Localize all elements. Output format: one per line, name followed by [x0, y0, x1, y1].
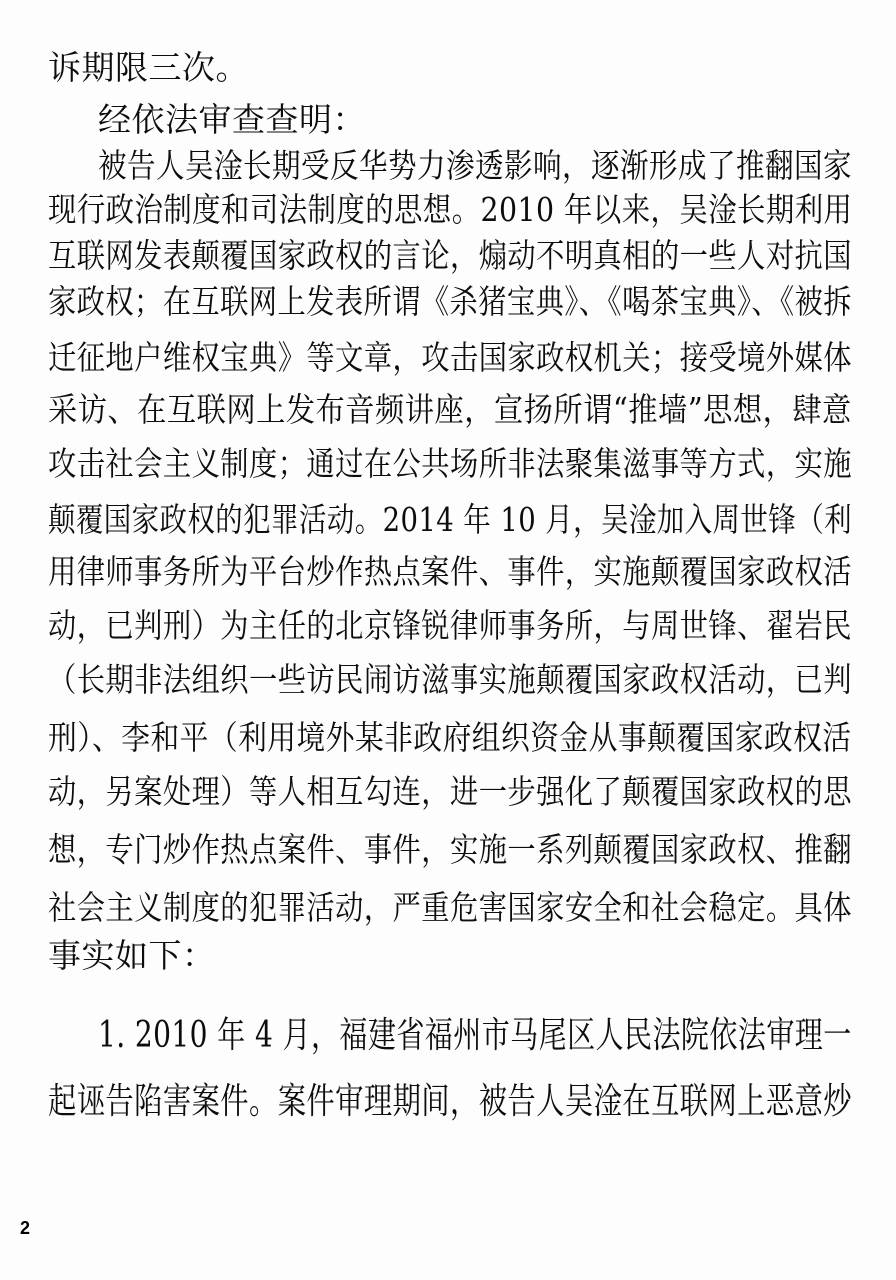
text-line: （长期非法组织一些访民闹访滋事实施颠覆国家政权活动，已判: [48, 660, 852, 699]
text-line: 诉期限三次。: [48, 48, 249, 87]
text-line: 1. 2010 年 4 月，福建省福州市马尾区人民法院依法审理一: [98, 1015, 852, 1056]
text-line: 动，另案处理）等人相互勾连，进一步强化了颠覆国家政权的思: [48, 772, 852, 811]
text-line: 经依法审查查明：: [98, 100, 366, 139]
text-line: 颠覆国家政权的犯罪活动。2014 年 10 月，吴淦加入周世锋（利: [48, 500, 852, 539]
text-line: 想，专门炒作热点案件、事件，实施一系列颠覆国家政权、推翻: [48, 830, 852, 869]
text-line: 家政权；在互联网上发表所谓《杀猪宝典》、《喝茶宝典》、《被拆: [48, 282, 852, 321]
text-line: 动，已判刑）为主任的北京锋锐律师事务所，与周世锋、翟岩民: [48, 606, 852, 645]
text-line: 社会主义制度的犯罪活动，严重危害国家安全和社会稳定。具体: [48, 888, 852, 927]
text-line: 攻击社会主义制度；通过在公共场所非法聚集滋事等方式，实施: [48, 444, 852, 483]
text-line: 用律师事务所为平台炒作热点案件、事件，实施颠覆国家政权活: [48, 552, 852, 591]
text-line: 被告人吴淦长期受反华势力渗透影响，逐渐形成了推翻国家: [98, 146, 853, 185]
text-line: 刑）、李和平（利用境外某非政府组织资金从事颠覆国家政权活: [48, 718, 852, 757]
text-line: 互联网发表颠覆国家政权的言论，煽动不明真相的一些人对抗国: [48, 236, 852, 275]
text-line: 采访、在互联网上发布音频讲座，宣扬所谓“推墙”思想，肆意: [48, 390, 852, 429]
text-line: 事实如下：: [48, 936, 216, 975]
text-line: 现行政治制度和司法制度的思想。2010 年以来，吴淦长期利用: [48, 190, 853, 229]
text-line: 起诬告陷害案件。案件审理期间，被告人吴淦在互联网上恶意炒: [48, 1081, 853, 1122]
text-line: 迁征地户维权宝典》等文章，攻击国家政权机关；接受境外媒体: [48, 338, 852, 377]
page-number: 2: [20, 1218, 31, 1238]
